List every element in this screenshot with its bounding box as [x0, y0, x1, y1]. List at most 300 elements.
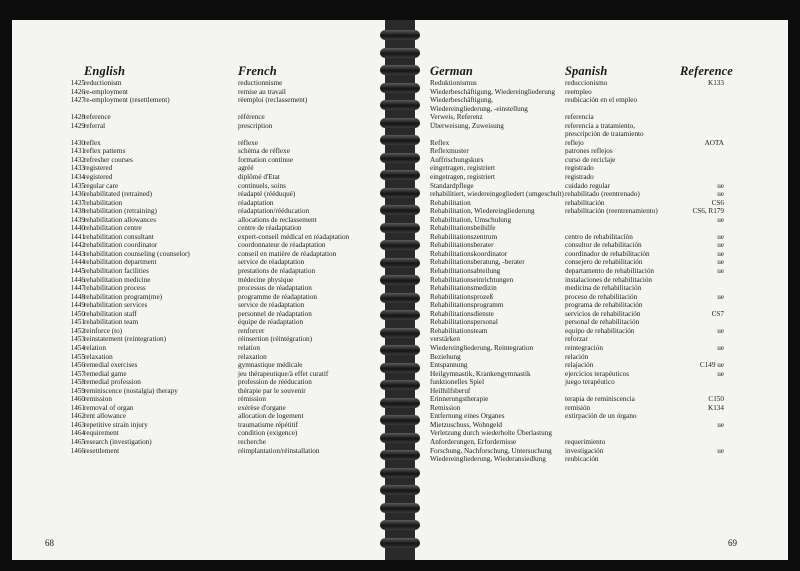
entry-number: 1447 [70, 284, 85, 293]
reference-code: ue [717, 420, 724, 429]
french-term: médecine physique [238, 275, 294, 284]
english-term: reminiscence (nostalgia) therapy [84, 386, 178, 395]
spanish-term: extirpación de un órgano [565, 412, 637, 421]
reference-code: ue [717, 446, 724, 455]
entry-row [12, 387, 390, 396]
english-term: resettlement [84, 446, 120, 455]
spanish-term: centro de rehabilitación [565, 232, 633, 241]
english-term: rehabilitation staff [84, 309, 137, 318]
binding-ring [380, 485, 420, 495]
german-term: Rehabilitationseinrichtungen [430, 275, 514, 284]
german-term: Rehabilitationsmedizin [430, 284, 497, 293]
reference-code: ue [717, 249, 724, 258]
spanish-column-header: Spanish [565, 64, 608, 78]
entry-row [12, 267, 390, 276]
spanish-term: investigación [565, 446, 604, 455]
german-term: Rehabilitationsteam [430, 326, 488, 335]
english-term: research (investigation) [84, 437, 152, 446]
german-term: Überweisung, Zuweisung [430, 121, 504, 130]
french-term: conseil en matière de réadaptation [238, 249, 337, 258]
entry-row [12, 370, 390, 379]
spanish-term: registrado [565, 164, 594, 173]
spanish-term: equipo de rehabilitación [565, 326, 635, 335]
spanish-term: reduccionismo [565, 79, 608, 87]
entry-number: 1462 [70, 412, 85, 421]
french-term: prestations de réadaptation [238, 267, 316, 276]
reference-code: ue [717, 292, 724, 301]
entry-number: 1450 [70, 309, 85, 318]
left-page [12, 20, 390, 560]
entry-row [12, 113, 390, 122]
entry-number: 1428 [70, 113, 85, 122]
entry-row [12, 301, 390, 310]
german-term: Standardpflege [430, 181, 474, 190]
entry-number: 1465 [70, 437, 85, 446]
entry-row [12, 344, 390, 353]
binding-ring [380, 118, 420, 128]
entry-row [12, 293, 390, 302]
entry-row [410, 139, 788, 148]
binding-ring [380, 503, 420, 513]
german-term: Wiedereingliederung, -einstellung [430, 104, 528, 113]
entry-row [410, 147, 788, 156]
entry-row [12, 310, 390, 319]
entry-row [410, 429, 788, 438]
entry-row [12, 250, 390, 259]
german-term: Rehabilitationspersonal [430, 318, 498, 327]
german-term: Rehabilitationsdienste [430, 309, 494, 318]
entry-row [12, 404, 390, 413]
french-term: réflexe [238, 138, 258, 147]
french-term: schéma de réflexe [238, 147, 290, 156]
french-term: coordonnateur de réadaptation [238, 241, 326, 250]
entry-row [410, 395, 788, 404]
entry-number: 1446 [70, 275, 85, 284]
entry-number: 1461 [70, 403, 85, 412]
binding-ring [380, 328, 420, 338]
english-term: remission [84, 395, 112, 404]
french-term: profession de rééducation [238, 378, 312, 387]
binding-ring [380, 275, 420, 285]
french-term: thérapie par le souvenir [238, 386, 306, 395]
reference-code: ue [717, 241, 724, 250]
spanish-term: coordinador de rehabilitación [565, 249, 650, 258]
binding-ring [380, 520, 420, 530]
binding-ring [380, 538, 420, 548]
french-term: réadapté (rééduqué) [238, 190, 296, 199]
entry-row [410, 250, 788, 259]
german-column-header: German [430, 64, 473, 78]
entry-number: 1430 [70, 138, 85, 147]
entry-row [410, 412, 788, 421]
english-term: re-employment (resettlement) [84, 96, 170, 105]
french-term: réadaptation/rééducation [238, 207, 310, 216]
spanish-term: curso de reciclaje [565, 155, 616, 164]
spanish-term: servicios de rehabilitación [565, 309, 641, 318]
binding-ring [380, 398, 420, 408]
entry-row [410, 258, 788, 267]
spanish-term: terapia de reminiscencia [565, 395, 635, 404]
english-term: rehabilitation services [84, 301, 148, 310]
spanish-term: relación [565, 352, 589, 361]
entry-row [12, 327, 390, 336]
german-term: Erinnerungstherapie [430, 395, 489, 404]
french-term: recherche [238, 437, 266, 446]
spanish-term: referencia a tratamiento, [565, 121, 636, 130]
entry-row [12, 318, 390, 327]
german-term: Reflexmuster [430, 147, 469, 156]
german-term: Reduktionismus [430, 79, 477, 87]
french-term: formation continue [238, 155, 293, 164]
entry-number: 1427 [70, 96, 85, 105]
binding-ring [380, 468, 420, 478]
entry-number: 1456 [70, 361, 85, 370]
entry-number: 1436 [70, 190, 85, 199]
entry-row [12, 173, 390, 182]
binding-ring [380, 223, 420, 233]
spanish-term: reubicación [565, 455, 599, 464]
reference-code: ue [717, 267, 724, 276]
german-term: Wiederbeschäftigung, Wiedereingliederung [430, 87, 556, 96]
german-term: verstärken [430, 335, 460, 344]
entry-row [410, 353, 788, 362]
entry-number: 1425 [70, 79, 85, 87]
binding-ring [380, 153, 420, 163]
entry-row [410, 344, 788, 353]
entry-number: 1433 [70, 164, 85, 173]
reference-code: ue [717, 215, 724, 224]
entry-row [410, 173, 788, 182]
entry-row [410, 378, 788, 387]
spanish-term: prescripción de tratamiento [565, 130, 644, 139]
german-term: Auffrischungskurs [430, 155, 484, 164]
english-term: regular care [84, 181, 119, 190]
english-term: rehabilitation department [84, 258, 157, 267]
english-term: removal of organ [84, 403, 134, 412]
german-term: eingetragen, registriert [430, 164, 496, 173]
binding-ring [380, 100, 420, 110]
german-term: Wiedereingliederung, Wiederansiedlung [430, 455, 546, 464]
binding-ring [380, 258, 420, 268]
reference-code: AOTA [704, 138, 724, 147]
german-term: Rehabilitationskoordinator [430, 249, 508, 258]
entry-number: 1463 [70, 420, 85, 429]
entry-number: 1460 [70, 395, 85, 404]
english-column-header: English [84, 64, 126, 78]
entry-number: 1458 [70, 378, 85, 387]
binding-ring [380, 205, 420, 215]
german-term: Remission [430, 403, 461, 412]
entry-row [12, 216, 390, 225]
spanish-term: registrado [565, 173, 594, 182]
french-term: relaxation [238, 352, 267, 361]
french-term: continuels, soins [238, 181, 286, 190]
entry-number: 1442 [70, 241, 85, 250]
german-term: Verweis, Referenz [430, 113, 483, 122]
entry-row [410, 241, 788, 250]
entry-row [410, 88, 788, 97]
entry-row [410, 370, 788, 379]
entry-number: 1426 [70, 87, 85, 96]
english-term: referral [84, 121, 106, 130]
german-term: Rehabilitationsprogramm [430, 301, 504, 310]
english-term: reinforce (to) [84, 326, 123, 335]
entry-row [12, 276, 390, 285]
entry-number: 1444 [70, 258, 85, 267]
entry-row [410, 233, 788, 242]
german-term: Entspannung [430, 361, 468, 370]
binding-ring [380, 310, 420, 320]
entry-row [410, 130, 788, 139]
reference-code: ue [717, 343, 724, 352]
french-term: équipe de réadaptation [238, 318, 304, 327]
entry-row [410, 105, 788, 114]
german-term: Rehabilitation [430, 198, 471, 207]
reference-code: C150 [708, 395, 724, 404]
entry-number: 1459 [70, 386, 85, 395]
reference-code: ue [717, 232, 724, 241]
entry-row [410, 387, 788, 396]
entry-row [410, 164, 788, 173]
entry-row [410, 276, 788, 285]
entry-row [410, 404, 788, 413]
entry-number: 1452 [70, 326, 85, 335]
entry-number: 1457 [70, 369, 85, 378]
german-term: Rehabilitationsberatung, -berater [430, 258, 525, 267]
spanish-term: rehabilitado (reentrenado) [565, 190, 640, 199]
english-term: reductionism [84, 79, 122, 87]
spanish-term: rehabilitación [565, 198, 605, 207]
french-term: service de réadaptation [238, 301, 305, 310]
entry-row [12, 182, 390, 191]
entry-row [12, 233, 390, 242]
binding-ring [380, 363, 420, 373]
english-term: rent allowance [84, 412, 127, 421]
entry-number: 1432 [70, 155, 85, 164]
english-term: relaxation [84, 352, 113, 361]
english-term: reinstatement (reintegration) [84, 335, 167, 344]
spanish-term: reflejo [565, 138, 584, 147]
entry-row [12, 353, 390, 362]
entry-row [410, 113, 788, 122]
entry-row [410, 301, 788, 310]
reference-code: ue [717, 369, 724, 378]
french-term: relation [238, 343, 260, 352]
entry-row [410, 438, 788, 447]
english-term: rehabilitated (retrained) [84, 190, 153, 199]
entry-number: 1431 [70, 147, 85, 156]
right-entry-list [410, 79, 788, 464]
entry-row [410, 190, 788, 199]
entry-row [12, 147, 390, 156]
entry-row [410, 318, 788, 327]
entry-row [12, 421, 390, 430]
entry-row [12, 207, 390, 216]
page-number-right: 69 [728, 538, 737, 548]
entry-row [410, 361, 788, 370]
german-term: Rehabilitation, Wiedereingliederung [430, 207, 535, 216]
entry-row [12, 199, 390, 208]
entry-number: 1438 [70, 207, 85, 216]
english-term: rehabilitation medicine [84, 275, 151, 284]
reference-code: CS6 [711, 198, 724, 207]
entry-row [410, 199, 788, 208]
english-term: rehabilitation centre [84, 224, 142, 233]
entry-row [410, 224, 788, 233]
entry-row [12, 395, 390, 404]
reference-code: ue [717, 326, 724, 335]
entry-number: 1441 [70, 232, 85, 241]
english-term: repetitive strain injury [84, 420, 148, 429]
spanish-term: medicina de rehabilitación [565, 284, 642, 293]
entry-number: 1437 [70, 198, 85, 207]
french-term: programme de réadaptation [238, 292, 318, 301]
binding-ring [380, 450, 420, 460]
entry-number: 1464 [70, 429, 85, 438]
french-term: centre de réadaptation [238, 224, 302, 233]
entry-number: 1455 [70, 352, 85, 361]
french-term: remise au travail [238, 87, 286, 96]
spanish-term: departamento de rehabilitación [565, 267, 655, 276]
page-number-left: 68 [45, 538, 54, 548]
entry-number: 1466 [70, 446, 85, 455]
english-term: rehabilitation [84, 198, 123, 207]
spanish-term: reubicación en el empleo [565, 96, 638, 105]
english-term: remedial profession [84, 378, 141, 387]
entry-row [410, 182, 788, 191]
spanish-term: consejero de rehabilitación [565, 258, 643, 267]
binding-ring [380, 65, 420, 75]
spanish-term: personal de rehabilitación [565, 318, 640, 327]
entry-number: 1453 [70, 335, 85, 344]
french-term: réadaptation [238, 198, 274, 207]
entry-row [12, 429, 390, 438]
binding-ring [380, 170, 420, 180]
english-term: rehabilitation allowances [84, 215, 157, 224]
entry-row [410, 293, 788, 302]
entry-number: 1454 [70, 343, 85, 352]
entry-number: 1449 [70, 301, 85, 310]
english-term: rehabilitation (retraining) [84, 207, 157, 216]
entry-row [410, 310, 788, 319]
spanish-term: patrones reflejos [565, 147, 613, 156]
reference-column-header: Reference [680, 64, 733, 78]
german-term: funktionelles Spiel [430, 378, 485, 387]
spanish-term: rehabilitación (reentrenamiento) [565, 207, 658, 216]
entry-row [410, 96, 788, 105]
binding-ring [380, 30, 420, 40]
entry-row [12, 361, 390, 370]
entry-row [12, 96, 390, 105]
german-term: Beziehung [430, 352, 461, 361]
entry-row [12, 284, 390, 293]
spanish-term: programa de rehabilitación [565, 301, 643, 310]
english-term: reflex [84, 138, 101, 147]
german-term: Rehabilitation, Umschulung [430, 215, 512, 224]
french-term: renforcer [238, 326, 265, 335]
reference-code: K133 [708, 79, 724, 87]
english-term: rehabilitation consultant [84, 232, 154, 241]
spanish-term: ejercicios terapéuticos [565, 369, 630, 378]
entry-row [410, 267, 788, 276]
entry-row [410, 455, 788, 464]
binding-ring [380, 380, 420, 390]
entry-row [410, 327, 788, 336]
binding-ring [380, 240, 420, 250]
reference-code: ue [717, 181, 724, 190]
binding-ring [380, 433, 420, 443]
french-term: référence [238, 113, 265, 122]
spanish-term: proceso de rehabilitación [565, 292, 638, 301]
english-term: rehabilitation team [84, 318, 139, 327]
entry-row [12, 139, 390, 148]
german-term: Verletzung durch wiederholte Überlastung [430, 429, 552, 438]
spanish-term: consultor de rehabilitación [565, 241, 642, 250]
entry-row [12, 190, 390, 199]
english-term: rehabilitation coordinator [84, 241, 158, 250]
english-term: requirement [84, 429, 119, 438]
french-term: personnel de réadaptation [238, 309, 312, 318]
french-term: agréé [238, 164, 254, 173]
german-term: Rehabilitationszentrum [430, 232, 498, 241]
entry-number: 1439 [70, 215, 85, 224]
french-term: gymnastique médicale [238, 361, 303, 370]
entry-row [410, 122, 788, 131]
spanish-term: reforzar [565, 335, 588, 344]
german-term: Rehabilitationsbeihilfe [430, 224, 496, 233]
english-term: rehabilitation program(me) [84, 292, 163, 301]
entry-number: 1443 [70, 249, 85, 258]
spanish-term: cuidado regular [565, 181, 610, 190]
french-term: condition (exigence) [238, 429, 298, 438]
binding-ring [380, 188, 420, 198]
entry-row [410, 156, 788, 165]
german-term: Rehabilitationsprozeß [430, 292, 494, 301]
entry-row [410, 207, 788, 216]
french-term: traumatisme répétitif [238, 420, 299, 429]
english-term: reflex patterns [84, 147, 126, 156]
spanish-term: instalaciones de rehabilitación [565, 275, 653, 284]
entry-number: 1448 [70, 292, 85, 301]
entry-row [410, 335, 788, 344]
entry-number: 1435 [70, 181, 85, 190]
french-term: diplômé d'Etat [238, 173, 280, 182]
left-entry-list [12, 79, 390, 455]
entry-row [12, 378, 390, 387]
english-term: refresher courses [84, 155, 133, 164]
entry-row [410, 447, 788, 456]
french-term: service de réadaptation [238, 258, 305, 267]
german-term: Reflex [430, 138, 450, 147]
binding-ring [380, 415, 420, 425]
right-page [410, 20, 788, 560]
entry-number: 1429 [70, 121, 85, 130]
german-term: Heilhilfsberuf [430, 386, 471, 395]
german-term: rehabilitiert, wiedereingegliedert (umgeschult) [430, 190, 564, 199]
english-term: rehabilitation counseling (counselor) [84, 249, 190, 258]
french-term: expert-conseil médical en réadaptation [238, 232, 350, 241]
entry-row [410, 284, 788, 293]
french-term: prescription [238, 121, 273, 130]
entry-row [12, 438, 390, 447]
entry-number: 1434 [70, 173, 85, 182]
binding-ring [380, 135, 420, 145]
entry-row [12, 224, 390, 233]
entry-row [12, 88, 390, 97]
german-term: Entfernung eines Organes [430, 412, 505, 421]
binding-ring [380, 83, 420, 93]
reference-code: ue [717, 190, 724, 199]
